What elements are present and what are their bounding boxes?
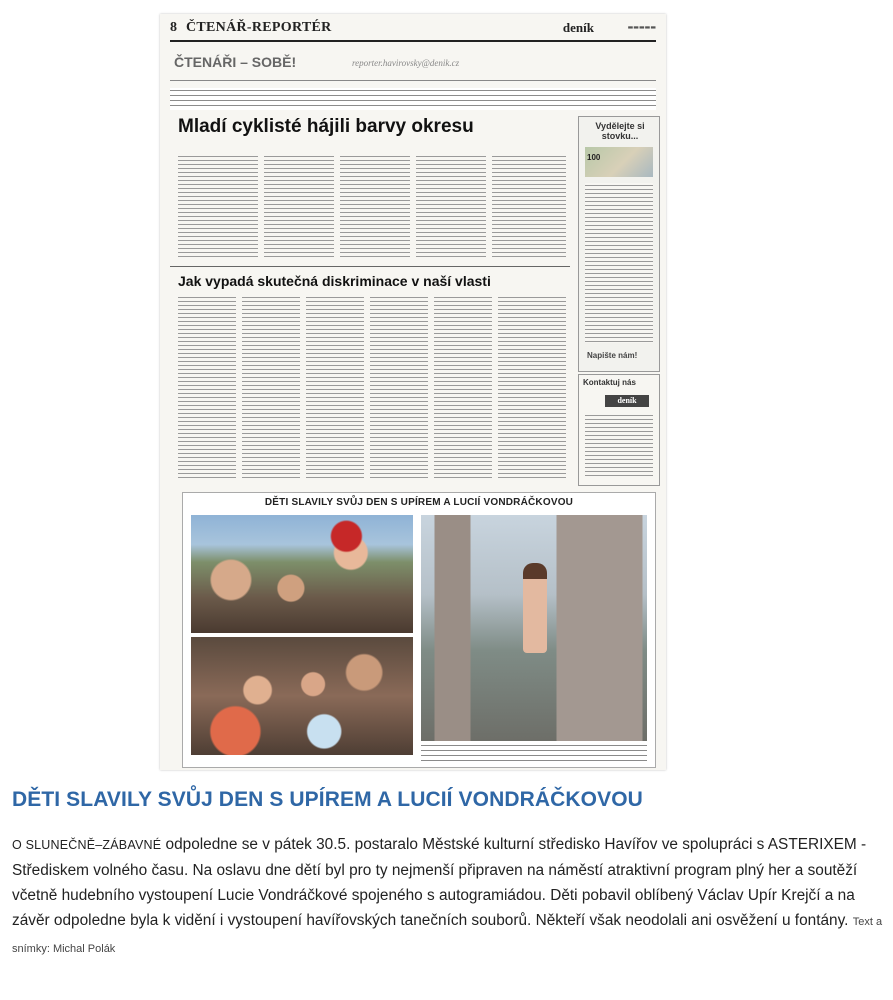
newspaper-sidebar-earn <box>578 116 660 372</box>
article-body <box>12 832 886 962</box>
newspaper-column-text <box>340 154 410 258</box>
newspaper-column-text <box>242 295 300 481</box>
newspaper-contact-box <box>578 374 660 486</box>
sidebar-title: Vydělejte si stovku... <box>595 121 645 141</box>
contact-text <box>585 413 653 479</box>
photo-children-autographs <box>191 637 413 755</box>
newspaper-column-text <box>306 295 364 481</box>
newspaper-subheader <box>170 50 656 81</box>
contact-logo: deník <box>605 395 649 407</box>
article-credit: Text a snímky: Michal Polák <box>12 916 883 955</box>
newspaper-date: ▬▬▬▬▬ <box>627 24 656 31</box>
newspaper-headline-cyclists: Mladí cyklisté hájili barvy okresu <box>178 116 474 137</box>
newspaper-column-text <box>492 154 566 258</box>
photo-story-title: DĚTI SLAVILY SVŮJ DEN S UPÍREM A LUCIÍ VONDRÁČKOVOU <box>264 497 574 508</box>
newspaper-column-text <box>178 295 236 481</box>
newspaper-column-text <box>370 295 428 481</box>
photo-children-crowd <box>191 515 413 633</box>
newspaper-page-scan <box>160 14 666 770</box>
newspaper-section-title: ČTENÁŘ-REPORTÉR <box>186 20 332 35</box>
newspaper-reporter-email: reporter.havirovsky@denik.cz <box>352 58 460 68</box>
newspaper-brand-logo: deník <box>562 20 594 35</box>
newspaper-article-discrimination <box>170 266 570 485</box>
newspaper-article-cyclists <box>170 114 570 262</box>
article-lead-caps: O SLUNEČNĚ–ZÁBAVNÉ <box>12 838 162 852</box>
child-figure <box>523 563 547 653</box>
photo-child-fountain <box>421 515 647 741</box>
newspaper-photo-story <box>182 492 656 768</box>
newspaper-column-text <box>434 295 492 481</box>
newspaper-column-text <box>416 154 486 258</box>
photo-caption-text <box>421 743 647 763</box>
newspaper-header <box>170 20 656 42</box>
newspaper-subsection-title: ČTENÁŘI – SOBĚ! <box>174 54 297 70</box>
newspaper-intro-text <box>170 88 656 110</box>
newspaper-headline-discrimination: Jak vypadá skutečná diskriminace v naší vlasti <box>178 273 491 289</box>
article-body-text: odpoledne se v pátek 30.5. postaralo Městské kulturní středisko Havířov ve spolupráci s ASTERIXEM - Střediskem volného času. Na oslavu dne dětí byl pro ty nejmenší připraven na náměstí atraktivní program plný her a soutěží včetně hudebního vystoupení Lucie Vondráčkové spojeného s autogramiádou. Děti pobavil oblíbený Václav Upír Krejčí a na závěr odpoledne byla k vidění i vystoupení havířovských tanečních souborů. Někteří však neodolali ani osvěžení u fontány. <box>12 836 867 929</box>
newspaper-page-number: 8 <box>170 20 177 35</box>
newspaper-column-text <box>178 154 258 258</box>
sidebar-text <box>585 183 653 343</box>
sidebar-cta: Napište nám! <box>587 351 638 360</box>
banknote-image <box>585 147 653 177</box>
banknote-value: 100 <box>587 153 601 162</box>
contact-title: Kontaktuj nás <box>583 378 636 387</box>
newspaper-column-text <box>264 154 334 258</box>
article-title: DĚTI SLAVILY SVŮJ DEN S UPÍREM A LUCIÍ VONDRÁČKOVOU <box>12 788 643 811</box>
newspaper-column-text <box>498 295 566 481</box>
